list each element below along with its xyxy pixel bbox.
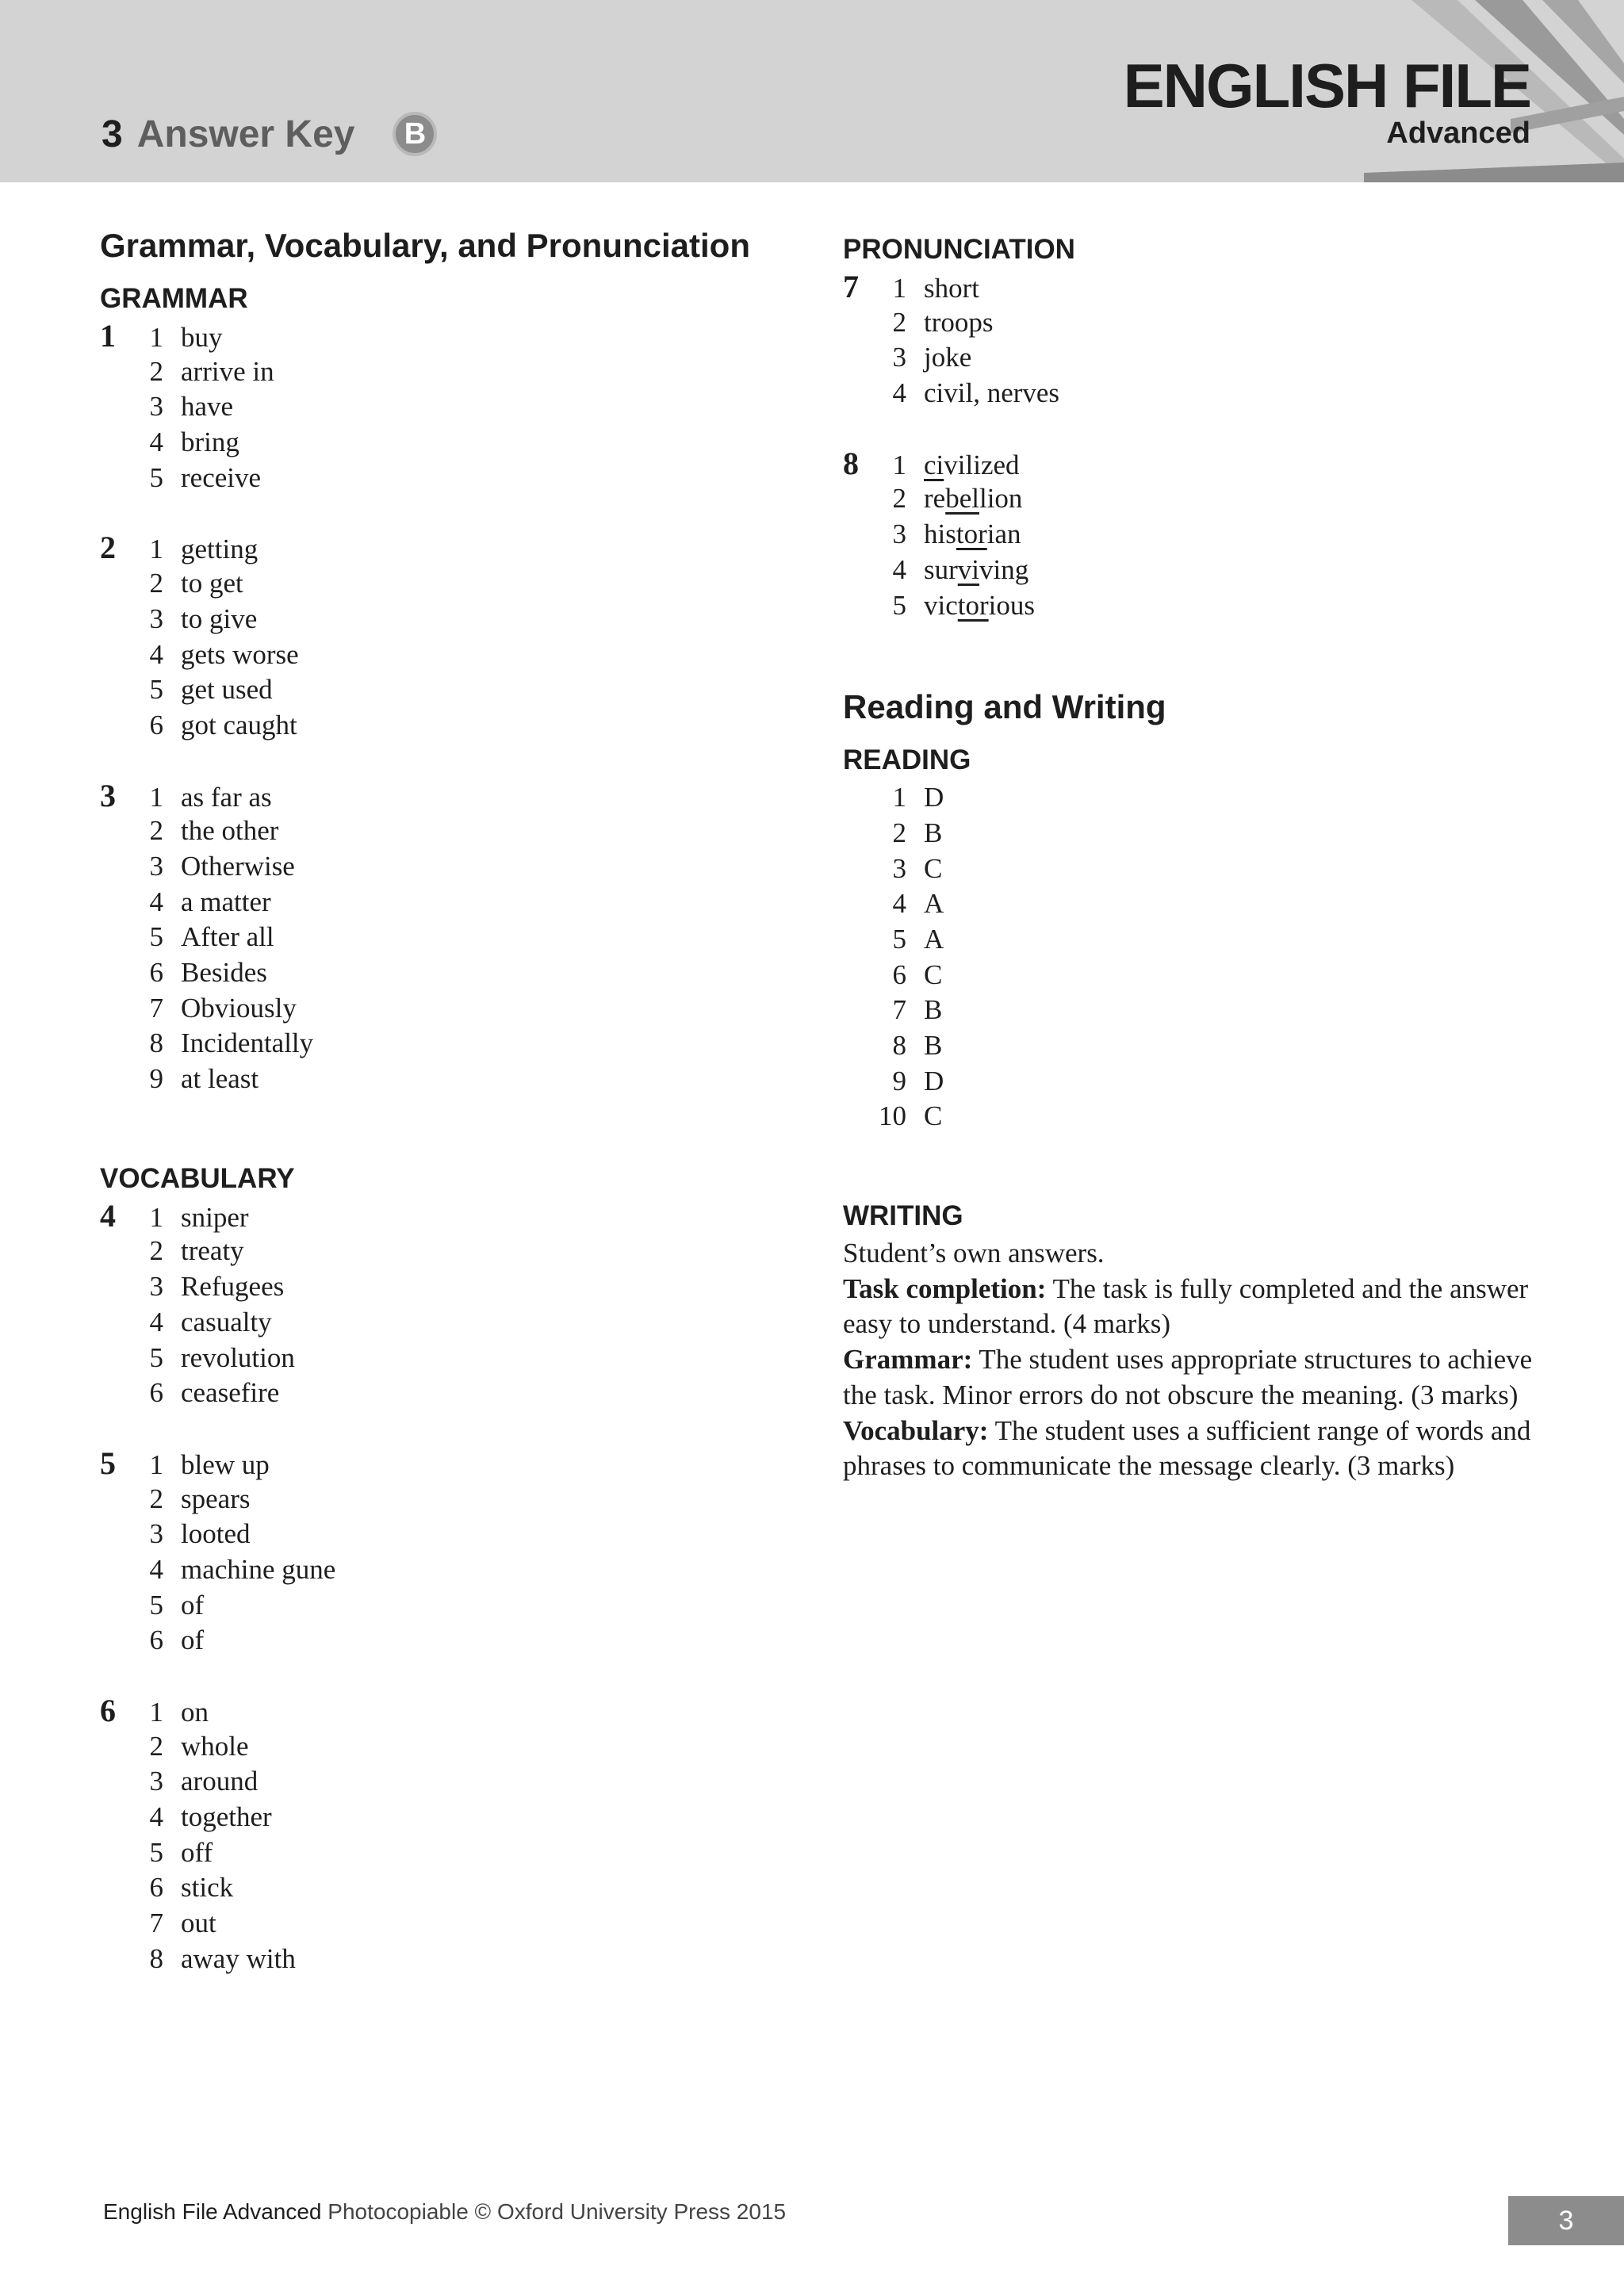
answer-text: receive (181, 461, 262, 493)
item-number: 1 (149, 1201, 163, 1233)
answer-text: buy (181, 322, 223, 353)
answer-row (100, 566, 798, 602)
stressed-syllable: tor (957, 589, 989, 621)
item-number: 1 (149, 534, 163, 565)
item-number: 3 (149, 1766, 163, 1797)
item-number: 1 (149, 1448, 163, 1480)
brand-logo (1123, 51, 1530, 151)
answer-row (843, 517, 1541, 553)
item-number: 3 (149, 391, 163, 423)
exercise-number: 2 (100, 530, 116, 566)
answer-text: B (924, 817, 943, 848)
answer-row (843, 1028, 1541, 1064)
criterion-label: Task completion: (843, 1272, 1047, 1304)
answer-row (100, 1693, 798, 1729)
answer-text: short (924, 273, 979, 304)
answer-row (100, 530, 798, 566)
answer-row (843, 270, 1541, 305)
item-number: 3 (149, 850, 163, 882)
criterion-label: Vocabulary: (843, 1414, 989, 1446)
answer-row (100, 1906, 798, 1942)
answer-text: off (181, 1836, 213, 1868)
answer-text: Refugees (181, 1271, 285, 1303)
answer-text: to get (181, 568, 243, 599)
answer-text: Besides (181, 957, 267, 988)
answer-row (100, 1341, 798, 1376)
item-number: 2 (892, 306, 906, 338)
answer-row (100, 1482, 798, 1517)
exercise-4 (100, 1199, 798, 1411)
item-number: 8 (892, 1030, 906, 1061)
answer-text: out (181, 1908, 216, 1939)
page-header (0, 0, 1624, 182)
exercise-5 (100, 1446, 798, 1659)
item-number: 3 (892, 519, 906, 550)
answer-row (100, 849, 798, 885)
item-number: 2 (149, 815, 163, 847)
answer-row (100, 1729, 798, 1765)
answer-text: arrive in (181, 355, 274, 387)
exercise-number: 3 (100, 777, 116, 813)
answer-row (843, 816, 1541, 851)
item-number: 10 (879, 1100, 906, 1132)
answer-text: bring (181, 427, 239, 458)
answer-text: away with (181, 1942, 296, 1974)
answer-row (843, 376, 1541, 411)
answer-text: C (924, 959, 943, 990)
item-number: 5 (149, 921, 163, 953)
answer-row (100, 1234, 798, 1269)
writing-criteria (843, 1272, 1541, 1484)
answer-text: a matter (181, 886, 271, 917)
answer-text: of (181, 1624, 205, 1656)
exercise-number: 8 (843, 445, 859, 481)
answer-row (100, 1517, 798, 1552)
answer-row (100, 1376, 798, 1411)
item-number: 2 (149, 568, 163, 599)
reading-answers (843, 780, 1541, 1135)
item-number: 1 (149, 781, 163, 813)
item-number: 1 (892, 782, 906, 813)
brand-name: ENGLISH FILE (1123, 51, 1530, 121)
item-number: 4 (149, 1306, 163, 1337)
answer-text: machine gune (181, 1553, 336, 1585)
writing-intro: Student’s own answers. (843, 1238, 1105, 1269)
answer-row (100, 708, 798, 744)
answer-row (100, 1942, 798, 1977)
stressed-syllable: bel (945, 483, 979, 515)
answer-text: the other (181, 815, 279, 847)
answer-row (843, 446, 1541, 482)
answer-row (843, 780, 1541, 816)
item-number: 5 (149, 1589, 163, 1621)
answer-row (100, 1305, 798, 1341)
answer-text: surviving (924, 553, 1029, 585)
answer-row (100, 1623, 798, 1659)
criterion-text: The task is fully completed and the answer easy to understand. (4 marks) (843, 1272, 1529, 1340)
item-number: 8 (149, 1942, 163, 1974)
answer-text: at least (181, 1063, 259, 1095)
item-number: 9 (149, 1063, 163, 1095)
item-number: 1 (892, 449, 906, 480)
answer-text: have (181, 391, 234, 423)
criterion-label: Grammar: (843, 1344, 973, 1376)
answer-row (100, 1269, 798, 1305)
answer-text: Otherwise (181, 850, 295, 882)
answer-row (843, 922, 1541, 958)
exercise-number: 7 (843, 269, 859, 304)
answer-text: get used (181, 674, 273, 706)
footer (103, 2199, 786, 2225)
answer-text: A (924, 888, 944, 920)
answer-row (100, 1764, 798, 1800)
answer-row (100, 1800, 798, 1835)
item-number: 7 (149, 1908, 163, 1939)
heading-grammar: GRAMMAR (100, 283, 248, 314)
item-number: 2 (149, 1730, 163, 1762)
item-number: 3 (149, 603, 163, 634)
exercise-2 (100, 530, 798, 743)
answer-row (100, 920, 798, 955)
answer-row (100, 1026, 798, 1062)
stressed-syllable: tor (956, 519, 987, 550)
answer-text: D (924, 782, 944, 813)
heading-writing: WRITING (843, 1200, 963, 1232)
item-number: 2 (892, 817, 906, 848)
item-number: 2 (892, 483, 906, 515)
right-column (843, 224, 1541, 1484)
item-number: 3 (892, 852, 906, 884)
item-number: 7 (149, 992, 163, 1024)
answer-row (100, 389, 798, 425)
item-number: 6 (149, 1872, 163, 1904)
item-number: 4 (149, 427, 163, 458)
answer-row (843, 340, 1541, 376)
answer-text: rebellion (924, 483, 1023, 515)
answer-row (843, 1099, 1541, 1135)
answer-text: troops (924, 306, 994, 338)
unit-title-line (102, 106, 437, 162)
answer-text: D (924, 1065, 944, 1096)
answer-text: whole (181, 1730, 249, 1762)
answer-text: around (181, 1766, 259, 1797)
brand-level: Advanced (1386, 117, 1530, 150)
footer-copyright: Photocopiable © Oxford University Press 2015 (321, 2199, 787, 2224)
answer-text: victorious (924, 589, 1036, 621)
page-number: 3 (1508, 2196, 1624, 2245)
exercise-number: 1 (100, 318, 116, 354)
item-number: 4 (892, 377, 906, 409)
answer-text: as far as (181, 781, 272, 813)
answer-text: blew up (181, 1448, 270, 1480)
answer-row (100, 1870, 798, 1906)
answer-row (100, 1552, 798, 1588)
answer-row (100, 637, 798, 673)
stressed-syllable: ci (924, 449, 944, 480)
criterion-text: The student uses appropriate structures to achieve the task. Minor errors do not obscure the meaning. (3 marks) (843, 1344, 1533, 1410)
item-number: 9 (892, 1065, 906, 1096)
answer-text: A (924, 923, 944, 955)
answer-row (843, 553, 1541, 588)
answer-text: Incidentally (181, 1027, 314, 1059)
answer-row (100, 991, 798, 1027)
item-number: 6 (149, 1377, 163, 1409)
answer-row (100, 813, 798, 849)
unit-title: Answer Key (136, 113, 355, 155)
exercise-6 (100, 1693, 798, 1977)
answer-text: to give (181, 603, 258, 634)
answer-row (100, 1446, 798, 1482)
answer-text: casualty (181, 1306, 272, 1337)
answer-row (100, 1062, 798, 1097)
version-badge: B (393, 112, 437, 156)
answer-text: B (924, 994, 943, 1026)
item-number: 4 (149, 1801, 163, 1833)
criterion (843, 1414, 1541, 1484)
item-number: 1 (149, 1697, 163, 1728)
exercise-number: 5 (100, 1445, 116, 1481)
answer-text: Obviously (181, 992, 297, 1024)
answer-row (100, 461, 798, 496)
answer-text: C (924, 852, 943, 884)
answer-row (843, 588, 1541, 624)
answer-text: After all (181, 921, 274, 953)
item-number: 4 (892, 888, 906, 920)
item-number: 2 (149, 355, 163, 387)
answer-row (843, 481, 1541, 517)
answer-row (100, 1588, 798, 1624)
item-number: 8 (149, 1027, 163, 1059)
answer-row (100, 885, 798, 920)
answer-row (843, 993, 1541, 1028)
item-number: 6 (149, 1624, 163, 1656)
answer-row (100, 319, 798, 354)
answer-row (843, 1064, 1541, 1100)
answer-row (100, 602, 798, 637)
heading-reading: READING (843, 744, 971, 776)
item-number: 6 (149, 709, 163, 740)
left-column (100, 224, 798, 2012)
answer-row (843, 851, 1541, 887)
answer-text: sniper (181, 1201, 249, 1233)
item-number: 4 (149, 638, 163, 670)
unit-number: 3 (102, 113, 123, 155)
answer-text: getting (181, 534, 259, 565)
answer-text: joke (924, 342, 972, 373)
answer-text: spears (181, 1483, 251, 1514)
item-number: 5 (892, 589, 906, 621)
item-number: 4 (149, 886, 163, 917)
item-number: 4 (149, 1553, 163, 1585)
item-number: 4 (892, 553, 906, 585)
item-number: 3 (892, 342, 906, 373)
answer-row (100, 425, 798, 461)
stressed-syllable: vi (957, 553, 980, 585)
exercise-number: 6 (100, 1693, 116, 1728)
answer-row (843, 886, 1541, 922)
item-number: 2 (149, 1483, 163, 1514)
criterion-text: The student uses a sufficient range of words and phrases to communicate the message clearly. (3 marks) (843, 1414, 1531, 1482)
answer-row (100, 354, 798, 390)
answer-text: stick (181, 1872, 234, 1904)
criterion (843, 1272, 1541, 1342)
footer-book-title: English File Advanced (103, 2199, 322, 2224)
heading-vocabulary: VOCABULARY (100, 1162, 295, 1194)
exercise-number: 4 (100, 1197, 116, 1234)
answer-text: got caught (181, 709, 297, 740)
item-number: 5 (149, 461, 163, 493)
item-number: 3 (149, 1271, 163, 1303)
answer-row (100, 672, 798, 708)
answer-text: B (924, 1030, 943, 1061)
item-number: 5 (892, 923, 906, 955)
answer-text: historian (924, 519, 1021, 550)
answer-text: treaty (181, 1235, 244, 1267)
answer-text: looted (181, 1518, 251, 1550)
heading-pronunciation: PRONUNCIATION (843, 234, 1075, 265)
exercise-3 (100, 779, 798, 1097)
section-title-gvp: Grammar, Vocabulary, and Pronunciation (100, 227, 750, 264)
answer-text: gets worse (181, 638, 299, 670)
answer-text: together (181, 1801, 272, 1833)
item-number: 5 (149, 1836, 163, 1868)
item-number: 1 (149, 322, 163, 353)
answer-text: C (924, 1100, 943, 1132)
answer-text: civil, nerves (924, 377, 1060, 409)
answer-text: revolution (181, 1341, 295, 1373)
item-number: 6 (892, 959, 906, 990)
exercise-7 (843, 270, 1541, 411)
section-title-reading-writing: Reading and Writing (843, 688, 1166, 726)
answer-row (100, 1835, 798, 1871)
item-number: 7 (892, 994, 906, 1026)
item-number: 5 (149, 674, 163, 706)
item-number: 5 (149, 1341, 163, 1373)
item-number: 2 (149, 1235, 163, 1267)
answer-text: civilized (924, 449, 1020, 480)
item-number: 3 (149, 1518, 163, 1550)
answer-text: of (181, 1589, 205, 1621)
answer-row (843, 958, 1541, 993)
exercise-8 (843, 446, 1541, 623)
answer-row (100, 779, 798, 814)
answer-text: ceasefire (181, 1377, 280, 1409)
exercise-1 (100, 319, 798, 496)
answer-row (100, 1199, 798, 1234)
answer-row (100, 955, 798, 991)
answer-text: on (181, 1697, 209, 1728)
answer-row (843, 305, 1541, 341)
item-number: 1 (892, 273, 906, 304)
item-number: 6 (149, 957, 163, 988)
criterion (843, 1342, 1541, 1413)
